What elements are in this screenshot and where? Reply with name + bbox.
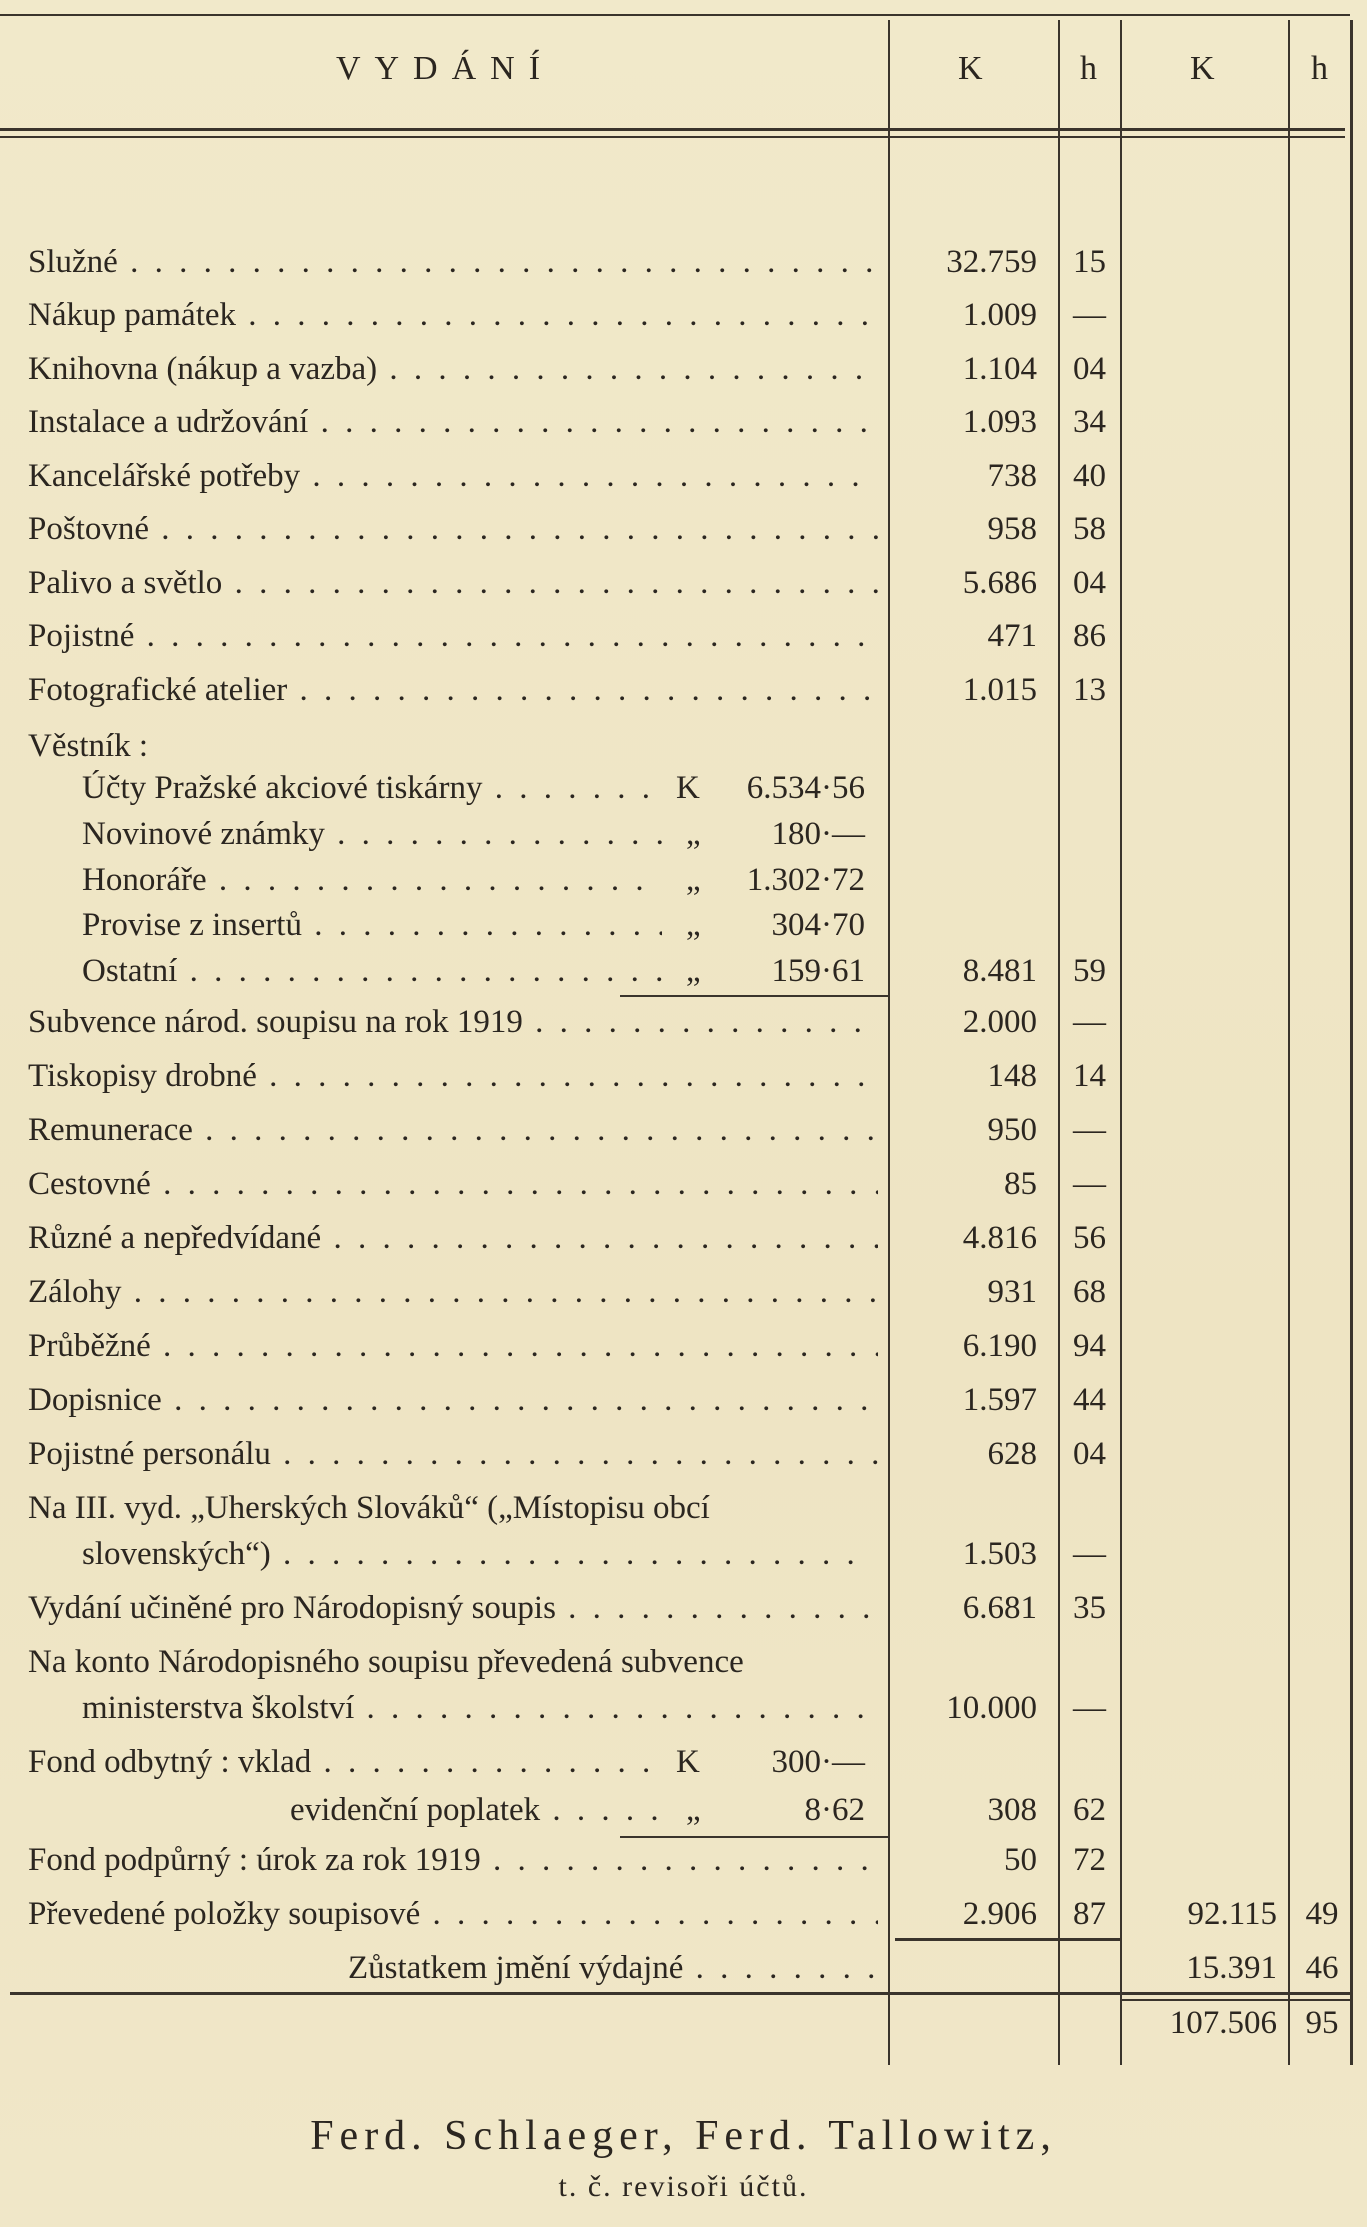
amount-h: — bbox=[1073, 1112, 1106, 1148]
row-label: Nákup památek . . . bbox=[28, 297, 878, 334]
ledger-row bbox=[0, 1220, 1367, 1274]
amount-h: 86 bbox=[1073, 618, 1106, 654]
row-label-line1: Na III. vyd. „Uherských Slováků“ („Místopisu obcí bbox=[28, 1490, 710, 1526]
amount-h: 13 bbox=[1073, 672, 1106, 708]
subtotal-value: 6.534·56 bbox=[746, 770, 865, 806]
amount-k: 8.481 bbox=[962, 953, 1037, 989]
row-label: Průběžné . . . bbox=[28, 1328, 878, 1365]
amount-h: 72 bbox=[1073, 1842, 1106, 1878]
grand-total-k: 107.506 bbox=[1169, 2005, 1277, 2041]
ledger-row bbox=[0, 1058, 1367, 1112]
grand-total-row bbox=[0, 2005, 1367, 2059]
subtotal-value: 300·— bbox=[771, 1744, 865, 1780]
row-label-line2: slovenských“) . . . bbox=[82, 1536, 872, 1573]
row-label: Věstník : bbox=[28, 728, 149, 764]
row-label: Novinové známky . . . bbox=[82, 816, 662, 853]
amount-k: 4.816 bbox=[962, 1220, 1037, 1256]
grand-total-rule bbox=[10, 1992, 1350, 1995]
amount-h: 40 bbox=[1073, 458, 1106, 494]
amount-h: 04 bbox=[1073, 1436, 1106, 1472]
subtotal-rule bbox=[620, 1836, 888, 1838]
amount-h: 94 bbox=[1073, 1328, 1106, 1364]
row-label: Poštovné . . . bbox=[28, 511, 878, 548]
amount-h: 62 bbox=[1073, 1792, 1106, 1828]
row-label-line1: Fond odbytný : vklad . . . bbox=[28, 1744, 668, 1781]
row-label: Zálohy . . . bbox=[28, 1274, 878, 1311]
subtotal-value: 1.302·72 bbox=[746, 862, 865, 898]
row-label: Dopisnice . . . bbox=[28, 1382, 878, 1419]
subtotal-value: 8·62 bbox=[804, 1792, 865, 1828]
row-label: Palivo a světlo . . . bbox=[28, 565, 878, 602]
amount-k: 308 bbox=[987, 1792, 1037, 1828]
header-rule bbox=[0, 128, 1345, 131]
amount-h: 87 bbox=[1073, 1896, 1106, 1932]
ditto-mark: „ bbox=[686, 1792, 701, 1828]
ledger-row bbox=[0, 672, 1367, 726]
amount-h: 14 bbox=[1073, 1058, 1106, 1094]
signature-names: Ferd. Schlaeger, Ferd. Tallowitz, bbox=[310, 2113, 1057, 2159]
amount-k: 148 bbox=[987, 1058, 1037, 1094]
signature-title: t. č. revisoři účtů. bbox=[558, 2170, 809, 2203]
total-h: 46 bbox=[1305, 1950, 1339, 1986]
amount-k: 50 bbox=[1004, 1842, 1037, 1878]
amount-h: 04 bbox=[1073, 351, 1106, 387]
row-label: Tiskopisy drobné . . . bbox=[28, 1058, 878, 1095]
row-label: Účty Pražské akciové tiskárny . . . bbox=[82, 770, 652, 807]
row-label-line2: ministerstva školství . . . bbox=[82, 1690, 872, 1727]
ledger-row bbox=[0, 1112, 1367, 1166]
ledger-row-multiline bbox=[0, 1536, 1367, 1590]
amount-h: — bbox=[1073, 297, 1106, 333]
amount-k: 1.104 bbox=[962, 351, 1037, 387]
total-k: 15.391 bbox=[1186, 1950, 1277, 1986]
amount-h: 44 bbox=[1073, 1382, 1106, 1418]
subtotal-value: 180·— bbox=[771, 816, 865, 852]
amount-k: 1.093 bbox=[962, 404, 1037, 440]
grand-total-h: 95 bbox=[1305, 2005, 1339, 2041]
ledger-row bbox=[0, 244, 1367, 298]
amount-k: 6.190 bbox=[962, 1328, 1037, 1364]
col-header-h: h bbox=[1080, 50, 1098, 87]
row-label: Knihovna (nákup a vazba) . . . bbox=[28, 351, 878, 388]
ledger-row bbox=[0, 1590, 1367, 1644]
total-k: 92.115 bbox=[1187, 1896, 1277, 1932]
amount-h: 58 bbox=[1073, 511, 1106, 547]
amount-h: 56 bbox=[1073, 1220, 1106, 1256]
amount-k: 6.681 bbox=[962, 1590, 1037, 1626]
amount-k: 738 bbox=[987, 458, 1037, 494]
ledger-row bbox=[0, 618, 1367, 672]
top-rule bbox=[0, 14, 1350, 16]
row-label: Zůstatkem jmění výdajné . . . bbox=[348, 1950, 878, 1987]
ledger-row bbox=[0, 1166, 1367, 1220]
ditto-mark: „ bbox=[686, 816, 701, 852]
col-header-k-total: K bbox=[1190, 50, 1216, 87]
amount-k: 2.906 bbox=[962, 1896, 1037, 1932]
ledger-row bbox=[0, 565, 1367, 619]
row-label: Remunerace . . . bbox=[28, 1112, 878, 1149]
col-header-k: K bbox=[958, 50, 984, 87]
amount-k: 5.686 bbox=[962, 565, 1037, 601]
subtotal-value: 159·61 bbox=[771, 953, 865, 989]
section-title: VYDÁNÍ bbox=[335, 50, 555, 87]
row-label: Ostatní . . . bbox=[82, 953, 662, 990]
amount-k: 32.759 bbox=[946, 244, 1037, 280]
ditto-mark: „ bbox=[686, 907, 701, 943]
amount-k: 1.503 bbox=[962, 1536, 1037, 1572]
amount-k: 10.000 bbox=[946, 1690, 1037, 1726]
row-label-line1: Na konto Národopisného soupisu převedená subvence bbox=[28, 1644, 744, 1680]
ledger-row bbox=[0, 1896, 1367, 1950]
ledger-row bbox=[0, 351, 1367, 405]
ledger-row bbox=[0, 404, 1367, 458]
amount-k: 628 bbox=[987, 1436, 1037, 1472]
column-total-rule bbox=[895, 1938, 1120, 1941]
row-label: Instalace a udržování . . . bbox=[28, 404, 878, 441]
ledger-row-multiline bbox=[0, 1690, 1367, 1744]
amount-k: 950 bbox=[987, 1112, 1037, 1148]
amount-h: — bbox=[1073, 1166, 1106, 1202]
ledger-row bbox=[0, 1274, 1367, 1328]
total-h: 49 bbox=[1305, 1896, 1339, 1932]
ledger-row-multiline bbox=[0, 1744, 1367, 1798]
row-label: Honoráře . . . bbox=[82, 862, 662, 899]
row-label: Provise z insertů . . . bbox=[82, 907, 662, 944]
row-label: Fond podpůrný : úrok za rok 1919 . . . bbox=[28, 1842, 878, 1879]
grand-total-rule-2 bbox=[1120, 1999, 1350, 2001]
amount-h: 15 bbox=[1073, 244, 1106, 280]
row-label: Pojistné . . . bbox=[28, 618, 878, 655]
row-label: Fotografické atelier . . . bbox=[28, 672, 878, 709]
subtotal-rule bbox=[620, 995, 888, 997]
amount-k: 1.009 bbox=[962, 297, 1037, 333]
amount-h: — bbox=[1073, 1004, 1106, 1040]
amount-k: 1.597 bbox=[962, 1382, 1037, 1418]
row-label: Pojistné personálu . . . bbox=[28, 1436, 878, 1473]
ledger-row bbox=[0, 1328, 1367, 1382]
amount-h: — bbox=[1073, 1536, 1106, 1572]
ledger-row bbox=[0, 1436, 1367, 1490]
amount-h: 68 bbox=[1073, 1274, 1106, 1310]
ledger-row bbox=[0, 511, 1367, 565]
row-label: Cestovné . . . bbox=[28, 1166, 878, 1203]
amount-h: 35 bbox=[1073, 1590, 1106, 1626]
amount-k: 85 bbox=[1004, 1166, 1037, 1202]
row-label-line2: evidenční poplatek . . . bbox=[290, 1792, 670, 1829]
amount-k: 958 bbox=[987, 511, 1037, 547]
col-header-h-total: h bbox=[1311, 50, 1329, 87]
row-label: Různé a nepředvídané . . . bbox=[28, 1220, 878, 1257]
ledger-row bbox=[0, 297, 1367, 351]
header-rule-2 bbox=[0, 136, 1345, 138]
amount-h: 04 bbox=[1073, 565, 1106, 601]
amount-h: 34 bbox=[1073, 404, 1106, 440]
amount-k: 931 bbox=[987, 1274, 1037, 1310]
subtotal-value: 304·70 bbox=[771, 907, 865, 943]
amount-k: 1.015 bbox=[962, 672, 1037, 708]
currency-sign: K bbox=[676, 770, 700, 806]
row-label: Subvence národ. soupisu na rok 1919 . . . bbox=[28, 1004, 878, 1041]
ledger-row bbox=[0, 1842, 1367, 1896]
row-label: Vydání učiněné pro Národopisný soupis . . . bbox=[28, 1590, 878, 1627]
ledger-row bbox=[0, 1382, 1367, 1436]
row-label: Převedené položky soupisové . . . bbox=[28, 1896, 878, 1933]
row-label: Služné . . . bbox=[28, 244, 878, 281]
ditto-mark: „ bbox=[686, 862, 701, 898]
currency-sign: K bbox=[676, 1744, 700, 1780]
ledger-row bbox=[0, 458, 1367, 512]
amount-k: 471 bbox=[987, 618, 1037, 654]
amount-h: 59 bbox=[1073, 953, 1106, 989]
balance-row bbox=[0, 1950, 1367, 2004]
ditto-mark: „ bbox=[686, 953, 701, 989]
amount-k: 2.000 bbox=[962, 1004, 1037, 1040]
vestnik-item bbox=[0, 953, 1367, 1007]
ledger-row bbox=[0, 1004, 1367, 1058]
amount-h: — bbox=[1073, 1690, 1106, 1726]
row-label: Kancelářské potřeby . . . bbox=[28, 458, 878, 495]
